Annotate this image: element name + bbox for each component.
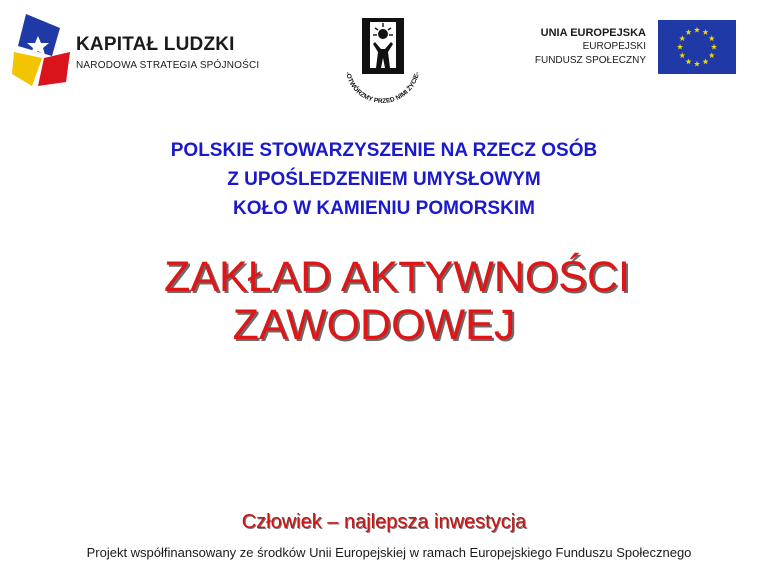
kapital-ludzki-title: KAPITAŁ LUDZKI	[76, 34, 235, 55]
kapital-ludzki-subtitle: NARODOWA STRATEGIA SPÓJNOŚCI	[76, 60, 260, 71]
association-line-1: POLSKIE STOWARZYSZENIE NA RZECZ OSÓB	[170, 140, 598, 161]
association-line-3: KOŁO W KAMIENIU POMORSKIM	[233, 198, 535, 219]
eu-flag-icon	[658, 20, 736, 74]
eu-line-fund: FUNDUSZ SPOŁECZNY	[534, 55, 646, 66]
main-title-line-1: ZAKŁAD AKTYWNOŚCI	[164, 253, 630, 301]
footer-note: Projekt współfinansowany ze środków Unii Europejskiej w ramach Europejskiego Funduszu Społecznego	[86, 545, 692, 560]
svg-text:-OTWÓRZMY PRZED NIMI ŻYCIE-	[344, 71, 421, 105]
center-logo-arc-text: -OTWÓRZMY PRZED NIMI ŻYCIE-	[344, 71, 421, 106]
slogan: Człowiek – najlepsza inwestycja	[241, 511, 527, 533]
kapital-ludzki-logo	[12, 12, 262, 92]
psouu-logo-icon	[340, 14, 425, 106]
association-name	[0, 136, 768, 223]
eu-line-union: UNIA EUROPEJSKA	[540, 27, 646, 39]
eu-text	[535, 26, 646, 68]
kapital-ludzki-logo-icon	[12, 12, 74, 88]
association-line-2: Z UPOŚLEDZENIEM UMYSŁOWYM	[227, 169, 541, 190]
eu-line-european: EUROPEJSKI	[582, 41, 646, 52]
eu-logo	[526, 18, 736, 80]
main-title-line-2: ZAWODOWEJ	[232, 301, 516, 349]
